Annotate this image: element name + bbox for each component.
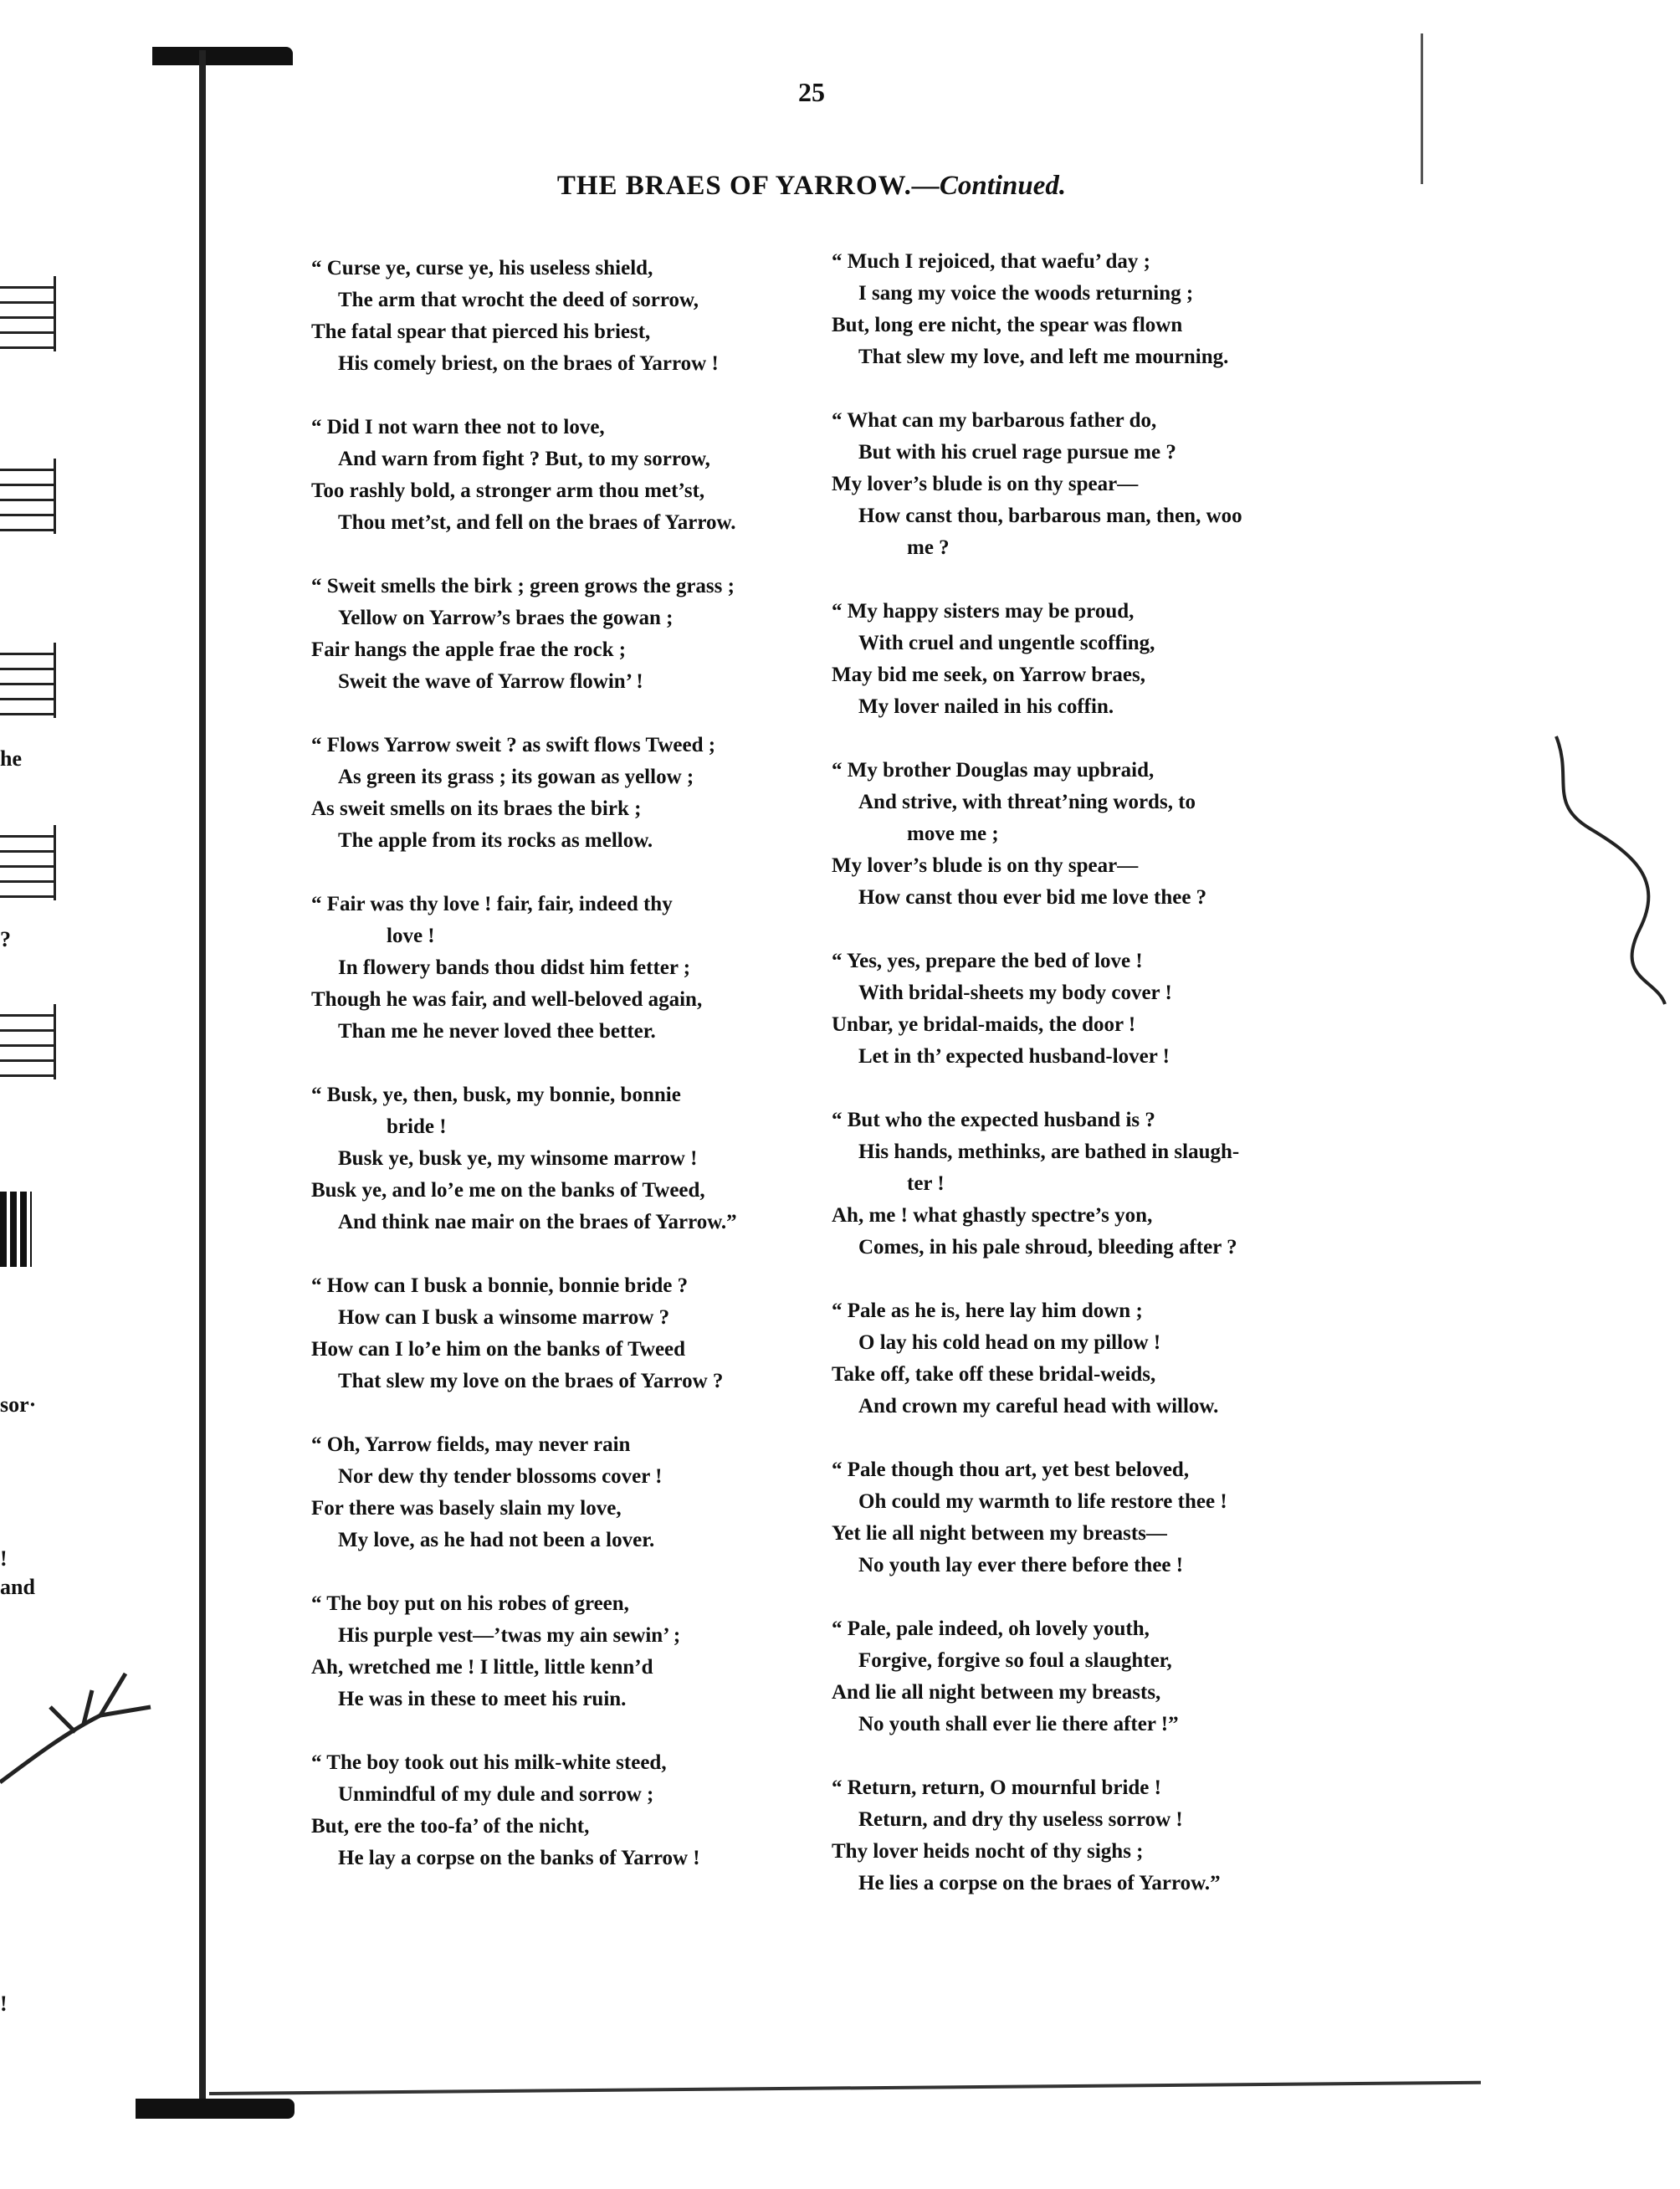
poem-line: “ My brother Douglas may upbraid, xyxy=(832,759,1155,782)
poem-line: “ Return, return, O mournful bride ! xyxy=(832,1776,1161,1799)
poem-line: How canst thou ever bid me love thee ? xyxy=(858,886,1207,909)
stanza xyxy=(311,730,847,857)
stanza xyxy=(311,1270,847,1397)
poem-line: How canst thou, barbarous man, then, woo xyxy=(858,505,1242,527)
margin-fragment: he xyxy=(0,746,22,771)
margin-fragment: ! xyxy=(0,1992,8,2016)
poem-line: Busk ye, and lo’e me on the banks of Tweed, xyxy=(311,1179,705,1202)
poem-line: As sweit smells on its braes the birk ; xyxy=(311,797,642,820)
margin-fragment: and xyxy=(0,1575,35,1599)
poem-line: With bridal-sheets my body cover ! xyxy=(858,982,1172,1004)
binding-bar-bottom xyxy=(136,2099,295,2119)
stanza xyxy=(311,889,847,1048)
poem-line: Take off, take off these bridal-weids, xyxy=(832,1363,1156,1386)
poem-line: He was in these to meet his ruin. xyxy=(338,1688,627,1710)
stanza xyxy=(311,1079,847,1238)
poem-line: “ How can I busk a bonnie, bonnie bride ? xyxy=(311,1274,689,1297)
poem-line: Yet lie all night between my breasts— xyxy=(832,1522,1167,1545)
poem-line: “ Pale though thou art, yet best beloved, xyxy=(832,1458,1190,1481)
page-number: 25 xyxy=(798,77,825,107)
poem-line: The fatal spear that pierced his briest, xyxy=(311,320,651,343)
poem-line: And strive, with threat’ning words, to xyxy=(858,791,1196,813)
music-staff-fragment xyxy=(0,825,56,900)
poem-line: “ Yes, yes, prepare the bed of love ! xyxy=(832,950,1143,972)
poem-line: Ah, wretched me ! I little, little kenn’d xyxy=(311,1656,653,1679)
right-edge-mark xyxy=(1421,33,1423,184)
stanza xyxy=(832,246,1367,373)
music-staff-fragment xyxy=(0,276,56,351)
poem-line: “ Busk, ye, then, busk, my bonnie, bonnie xyxy=(311,1084,681,1106)
poem-line: Comes, in his pale shroud, bleeding after ? xyxy=(858,1236,1237,1259)
poem-line: Return, and dry thy useless sorrow ! xyxy=(858,1808,1183,1831)
poem-line: “ Did I not warn thee not to love, xyxy=(311,416,605,438)
poem-line: I sang my voice the woods returning ; xyxy=(858,282,1194,305)
poem-line: Forgive, forgive so foul a slaughter, xyxy=(858,1649,1172,1672)
stanza xyxy=(832,1454,1367,1582)
stanza xyxy=(832,755,1367,914)
poem-line: love ! xyxy=(387,925,435,947)
poem-line: “ Pale, pale indeed, oh lovely youth, xyxy=(832,1617,1150,1640)
poem-line: The apple from its rocks as mellow. xyxy=(338,829,653,852)
poem-line: Busk ye, busk ye, my winsome marrow ! xyxy=(338,1147,698,1170)
stanza xyxy=(311,1747,847,1874)
margin-fragment: ! xyxy=(0,1546,8,1571)
poem-line: “ Curse ye, curse ye, his useless shield, xyxy=(311,257,653,279)
poem-line: In flowery bands thou didst him fetter ; xyxy=(338,956,691,979)
poem-line: And lie all night between my breasts, xyxy=(832,1681,1161,1704)
poem-line: Ah, me ! what ghastly spectre’s yon, xyxy=(832,1204,1153,1227)
poem-line: For there was basely slain my love, xyxy=(311,1497,622,1520)
poem-line: And warn from fight ? But, to my sorrow, xyxy=(338,448,710,470)
title-continued: —Continued. xyxy=(911,171,1067,201)
poem-line: My lover’s blude is on thy spear— xyxy=(832,854,1139,877)
poem-line: “ The boy put on his robes of green, xyxy=(311,1592,629,1615)
poem-line: Let in th’ expected husband-lover ! xyxy=(858,1045,1170,1068)
stanza xyxy=(311,1429,847,1556)
poem-line: But, ere the too-fa’ of the nicht, xyxy=(311,1815,590,1838)
poem-line: Though he was fair, and well-beloved again, xyxy=(311,988,703,1011)
poem-line: My lover nailed in his coffin. xyxy=(858,695,1114,718)
stanza xyxy=(832,1772,1367,1899)
poem-line: Thy lover heids nocht of thy sighs ; xyxy=(832,1840,1144,1863)
poem-line: No youth shall ever lie there after !” xyxy=(858,1713,1179,1735)
poem-line: No youth lay ever there before thee ! xyxy=(858,1554,1184,1576)
poem-line: Unbar, ye bridal-maids, the door ! xyxy=(832,1013,1136,1036)
scan-scribble-mark xyxy=(1539,728,1673,1012)
poem-column-right xyxy=(832,246,1367,1899)
poem-line: His comely briest, on the braes of Yarrow ! xyxy=(338,352,719,375)
music-staff-fragment xyxy=(0,459,56,534)
poem-line: Unmindful of my dule and sorrow ; xyxy=(338,1783,654,1806)
poem-line: May bid me seek, on Yarrow braes, xyxy=(832,664,1145,686)
poem-line: With cruel and ungentle scoffing, xyxy=(858,632,1155,654)
poem-line: He lies a corpse on the braes of Yarrow.” xyxy=(858,1872,1221,1894)
scan-blot-mark xyxy=(0,1657,167,1791)
poem-line: Oh could my warmth to life restore thee ! xyxy=(858,1490,1227,1513)
poem-line: The arm that wrocht the deed of sorrow, xyxy=(338,289,699,311)
poem-line: Yellow on Yarrow’s braes the gowan ; xyxy=(338,607,674,629)
poem-line: His hands, methinks, are bathed in slaugh- xyxy=(858,1141,1240,1163)
poem-line: “ The boy took out his milk-white steed, xyxy=(311,1751,667,1774)
poem-line: And crown my careful head with willow. xyxy=(858,1395,1219,1417)
poem-column-left xyxy=(311,253,847,1874)
music-barline-fragment xyxy=(0,1192,32,1267)
poem-line: “ Sweit smells the birk ; green grows the grass ; xyxy=(311,575,735,597)
poem-line: “ Oh, Yarrow fields, may never rain xyxy=(311,1433,631,1456)
stanza xyxy=(311,412,847,539)
stanza xyxy=(832,596,1367,723)
poem-line: “ But who the expected husband is ? xyxy=(832,1109,1155,1131)
poem-line: How can I busk a winsome marrow ? xyxy=(338,1306,670,1329)
stanza xyxy=(832,1105,1367,1264)
margin-fragment: sor· xyxy=(0,1392,37,1417)
poem-line: Too rashly bold, a stronger arm thou met’st, xyxy=(311,479,705,502)
poem-line: But, long ere nicht, the spear was flown xyxy=(832,314,1183,336)
poem-line: My lover’s blude is on thy spear— xyxy=(832,473,1139,495)
poem-line: He lay a corpse on the banks of Yarrow ! xyxy=(338,1847,700,1869)
poem-line: Than me he never loved thee better. xyxy=(338,1020,656,1043)
stanza xyxy=(311,1588,847,1715)
stanza xyxy=(832,946,1367,1073)
music-staff-fragment xyxy=(0,1004,56,1079)
poem-line: me ? xyxy=(907,536,950,559)
title-main: THE BRAES OF YARROW. xyxy=(556,171,912,201)
page-title xyxy=(318,171,1305,202)
poem-line: Fair hangs the apple frae the rock ; xyxy=(311,638,627,661)
stanza xyxy=(311,253,847,380)
poem-line: His purple vest—’twas my ain sewin’ ; xyxy=(338,1624,681,1647)
poem-line: Sweit the wave of Yarrow flowin’ ! xyxy=(338,670,643,693)
page-spine-rule xyxy=(199,50,206,2109)
bottom-rule xyxy=(209,2081,1481,2095)
poem-line: Thou met’st, and fell on the braes of Yarrow. xyxy=(338,511,736,534)
poem-line: And think nae mair on the braes of Yarrow.” xyxy=(338,1211,737,1233)
poem-line: ter ! xyxy=(907,1172,945,1195)
poem-line: As green its grass ; its gowan as yellow ; xyxy=(338,766,694,788)
music-staff-fragment xyxy=(0,643,56,718)
poem-line: Nor dew thy tender blossoms cover ! xyxy=(338,1465,663,1488)
poem-line: “ My happy sisters may be proud, xyxy=(832,600,1135,623)
margin-fragment: ? xyxy=(0,927,11,951)
poem-line: “ Pale as he is, here lay him down ; xyxy=(832,1300,1143,1322)
poem-line: bride ! xyxy=(387,1115,447,1138)
poem-line: “ What can my barbarous father do, xyxy=(832,409,1157,432)
binding-bar-top xyxy=(152,47,293,65)
poem-line: That slew my love, and left me mourning. xyxy=(858,346,1229,368)
stanza xyxy=(311,571,847,698)
poem-line: “ Much I rejoiced, that waefu’ day ; xyxy=(832,250,1150,273)
poem-line: move me ; xyxy=(907,823,999,845)
poem-line: That slew my love on the braes of Yarrow ? xyxy=(338,1370,724,1392)
poem-line: O lay his cold head on my pillow ! xyxy=(858,1331,1161,1354)
poem-line: My love, as he had not been a lover. xyxy=(338,1529,655,1551)
poem-line: “ Flows Yarrow sweit ? as swift flows Tweed ; xyxy=(311,734,716,756)
poem-line: But with his cruel rage pursue me ? xyxy=(858,441,1176,464)
stanza xyxy=(832,1613,1367,1740)
stanza xyxy=(832,1295,1367,1423)
poem-line: “ Fair was thy love ! fair, fair, indeed thy xyxy=(311,893,673,915)
stanza xyxy=(832,405,1367,564)
poem-line: How can I lo’e him on the banks of Tweed xyxy=(311,1338,686,1361)
